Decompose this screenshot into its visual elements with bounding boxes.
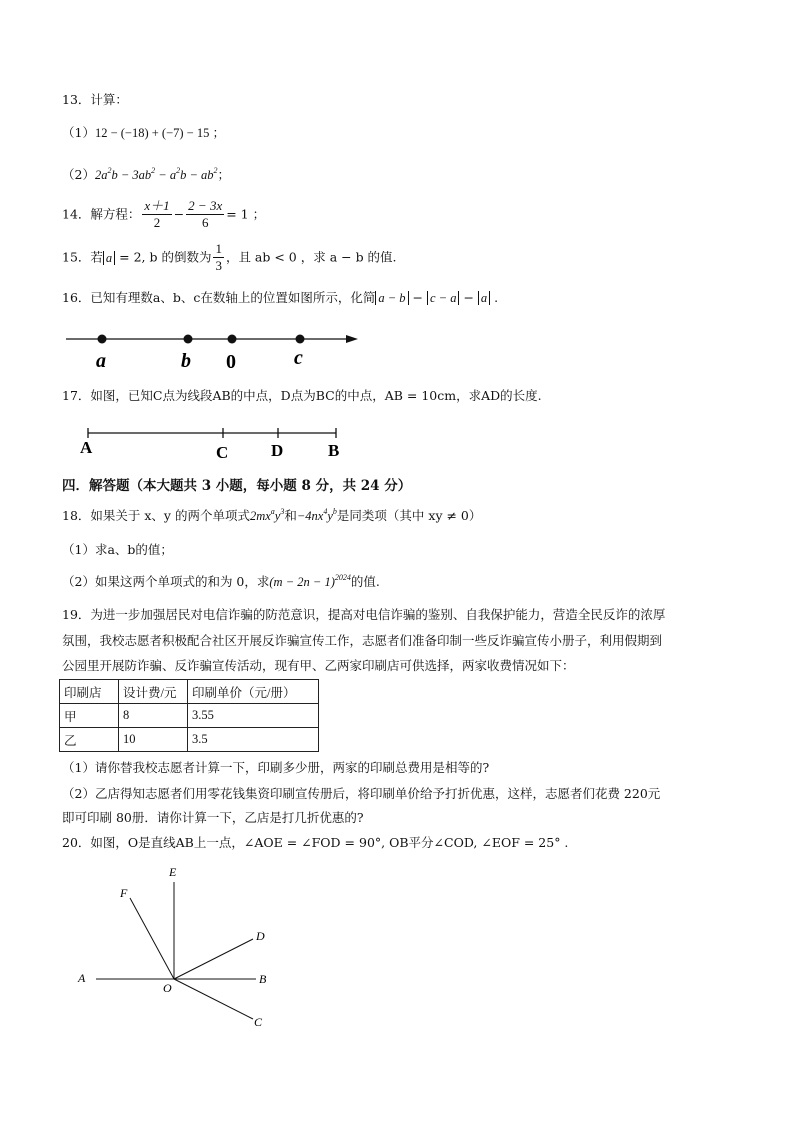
q15-stem-c: ，且 ab < 0 ，求 a − b 的值. — [225, 249, 397, 265]
point-b — [184, 335, 193, 344]
q18-part1: （1）求a、b的值； — [62, 542, 173, 557]
table-cell: 3.55 — [188, 704, 319, 728]
q19-line1: 19．为进一步加强居民对电信诈骗的防范意识，提高对电信诈骗的鉴别、自我保护能力，营造全民反诈的浓厚 — [62, 607, 666, 622]
q16-line: 16．已知有理数a、b、c在数轴上的位置如图所示，化简 a − b − c − a − a . — [62, 290, 499, 305]
label-A: A — [80, 438, 93, 457]
label-zero: 0 — [226, 351, 236, 373]
q14-stem: 14．解方程： — [62, 206, 141, 222]
label-c: c — [294, 347, 303, 369]
q18-part2-b: 的值. — [350, 574, 380, 589]
q19-part2-line1: （2）乙店得知志愿者们用零花钱集资印刷宣传册后，将印刷单价给予打折优惠，这样，志愿者们花费 220元 — [62, 786, 661, 801]
label-B: B — [328, 441, 340, 460]
table-cell: 10 — [119, 728, 188, 752]
label-C: C — [254, 1015, 263, 1029]
ray-od — [174, 939, 253, 979]
q18-stem — [62, 508, 481, 524]
table-cell: 乙 — [60, 728, 119, 752]
q18-expression: $(m - 2n - 1)^{2024}$ — [269, 573, 351, 589]
q13-part2-expr: $2a^2b - 3ab^2 - a^2b - ab^2$ — [94, 166, 218, 182]
q15-fraction-den: 3 — [215, 258, 222, 273]
q19-part2-line2: 即可印刷 80册．请你计算一下，乙店是打几折优惠的? — [62, 810, 364, 825]
q13-part2-label: （2） — [62, 167, 95, 182]
label-D: D — [256, 929, 265, 943]
q14-fraction-1 — [142, 198, 171, 231]
label-O: O — [163, 981, 172, 995]
q18-monomial-2: $-4nx^4y^b$ — [296, 507, 337, 523]
segment-figure — [74, 422, 354, 464]
q14-fraction-1-den: 2 — [153, 215, 161, 230]
label-F: F — [120, 886, 128, 900]
table-cell: 8 — [119, 704, 188, 728]
table-header-row — [60, 680, 319, 704]
ray-oc — [174, 979, 253, 1019]
table-header: 印刷店 — [60, 680, 119, 704]
q19-line2: 氛围，我校志愿者积极配合社区开展反诈骗宣传工作，志愿者们准备印制一些反诈骗宣传小册子，利用假期到 — [62, 633, 663, 648]
q16-abs-a-b: a − b — [375, 291, 408, 305]
q14-fraction-1-num: x＋1 — [144, 198, 170, 213]
q14-fraction-2 — [186, 198, 224, 231]
ray-of — [130, 898, 174, 979]
q18-stem-b: 和 — [284, 508, 297, 523]
q14-fraction-2-den: 6 — [201, 215, 209, 230]
q16-stem: 16．已知有理数a、b、c在数轴上的位置如图所示，化简 — [62, 290, 376, 305]
table-row — [60, 728, 319, 752]
table-row — [60, 704, 319, 728]
q18-stem-a: 18．如果关于 x、y 的两个单项式 — [62, 508, 250, 523]
q15-abs-a: a — [103, 251, 115, 265]
angle-figure — [70, 860, 280, 1035]
q18-part2-a: （2）如果这两个单项式的和为 0，求 — [62, 574, 270, 589]
q13-part1-label: （1） — [62, 125, 95, 140]
q18-part2 — [62, 574, 380, 590]
q16-abs-a: a — [478, 291, 490, 305]
q15-stem-b: = 2, b 的倒数为 — [115, 249, 212, 265]
section-4-heading: 四．解答题（本大题共 3 小题，每小题 8 分，共 24 分） — [62, 478, 412, 494]
q16-abs-c-a: c − a — [427, 291, 459, 305]
q17-text: 17．如图，已知C点为线段AB的中点，D点为BC的中点，AB = 10cm，求AD的长度. — [62, 388, 542, 403]
table-cell: 甲 — [60, 704, 119, 728]
q14-fraction-2-num: 2 − 3x — [188, 198, 223, 213]
number-line-arrow — [346, 335, 358, 343]
q13-part2 — [62, 167, 230, 183]
label-C: C — [216, 443, 229, 462]
q14-rhs: = 1 ； — [226, 206, 266, 222]
label-D: D — [271, 441, 284, 460]
q18-monomial-1: $2mx^ay^3$ — [249, 507, 285, 523]
label-a: a — [96, 350, 106, 372]
q14-line: 14．解方程： $\frac{x+1}{2}$ − $\frac{2 - 3x}{6}$ = 1 ； — [62, 198, 266, 230]
q13-stem: 13．计算： — [62, 92, 128, 107]
price-table — [59, 679, 319, 752]
q16-tail: . — [490, 290, 499, 305]
q15-fraction — [213, 241, 224, 274]
table-header: 设计费/元 — [119, 680, 188, 704]
label-b: b — [181, 350, 191, 372]
table-header: 印刷单价（元/册） — [188, 680, 319, 704]
q19-line3: 公园里开展防诈骗、反诈骗宣传活动，现有甲、乙两家印刷店可供选择，两家收费情况如下： — [62, 658, 575, 673]
number-line-figure — [60, 326, 370, 374]
label-B: B — [259, 972, 267, 986]
point-zero — [228, 335, 237, 344]
q13-part2-tail: ； — [217, 167, 231, 182]
label-A: A — [78, 971, 86, 985]
table-cell: 3.5 — [188, 728, 319, 752]
q13-part1-expr: 12 − (−18) + (−7) − 15 ； — [94, 126, 225, 140]
label-E: E — [169, 865, 177, 879]
q20-text: 20．如图，O是直线AB上一点，∠AOE = ∠FOD = 90°, OB平分∠COD, ∠EOF = 25° . — [62, 835, 569, 850]
q15-fraction-num: 1 — [215, 241, 222, 256]
q15-line — [62, 241, 397, 274]
q15-stem-a: 15．若 — [62, 249, 103, 265]
q18-stem-c: 是同类项（其中 xy ≠ 0） — [336, 508, 482, 523]
q19-part1: （1）请你替我校志愿者计算一下，印刷多少册，两家的印刷总费用是相等的? — [62, 760, 490, 775]
point-c — [296, 335, 305, 344]
q13-part1 — [62, 125, 225, 141]
point-a — [98, 335, 107, 344]
